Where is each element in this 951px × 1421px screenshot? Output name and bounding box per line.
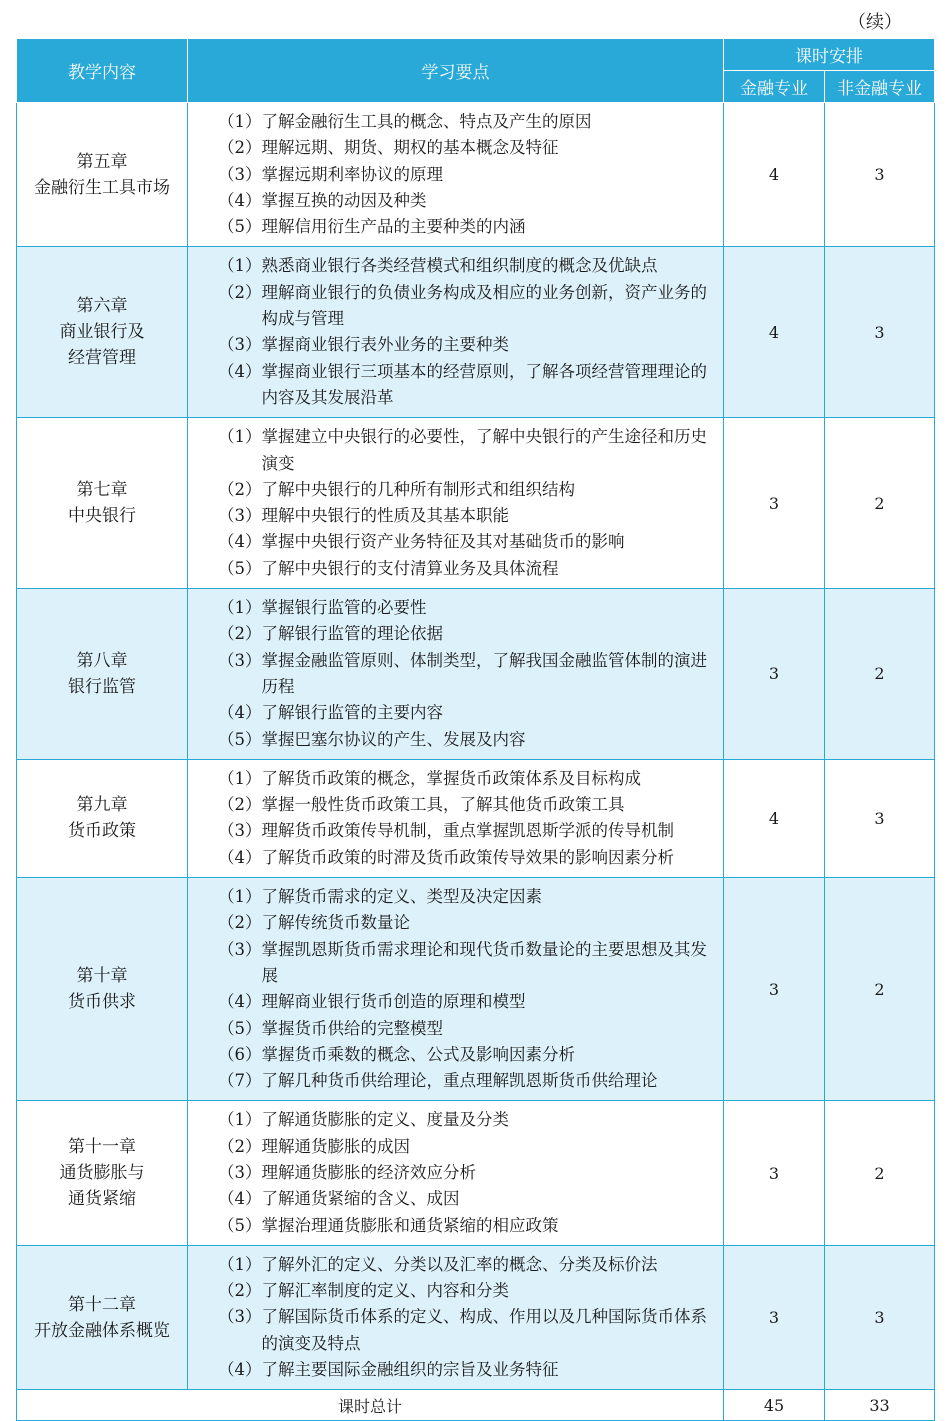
point-index: （5） — [218, 1215, 262, 1235]
point-index: （1） — [218, 427, 262, 447]
chapter-line: 通货膨胀与 — [59, 1163, 145, 1184]
point-index: （3） — [218, 506, 262, 526]
finance-hours: 4 — [724, 759, 825, 877]
nonfinance-hours: 3 — [825, 247, 935, 418]
chapter-line: 经营管理 — [68, 348, 136, 369]
continued-label: （续） — [848, 12, 902, 33]
chapter-cell — [17, 589, 188, 760]
learning-point — [218, 135, 713, 161]
point-text: 了解汇率制度的定义、内容和分类 — [261, 1281, 509, 1301]
learning-point — [218, 1068, 713, 1094]
point-text: 掌握远期利率协议的原理 — [261, 164, 443, 184]
nonfinance-hours: 3 — [825, 1245, 935, 1389]
table-row — [17, 103, 935, 247]
table-row — [17, 1101, 935, 1245]
point-text: 掌握一般性货币政策工具，了解其他货币政策工具 — [261, 795, 625, 815]
nonfinance-hours: 3 — [825, 759, 935, 877]
table-row — [17, 247, 935, 418]
learning-point — [218, 162, 713, 188]
point-index: （1） — [218, 1254, 262, 1274]
chapter-line: 第十一章 — [68, 1137, 136, 1158]
chapter-line: 通货紧缩 — [68, 1189, 136, 1210]
point-text: 理解货币政策传导机制，重点掌握凯恩斯学派的传导机制 — [261, 821, 674, 841]
chapter-line: 中央银行 — [68, 506, 136, 527]
point-index: （1） — [218, 887, 262, 907]
point-index: （3） — [218, 821, 262, 841]
points-cell — [188, 878, 724, 1101]
point-index: （2） — [218, 1136, 262, 1156]
total-nonfinance: 33 — [825, 1390, 935, 1421]
learning-point — [218, 556, 713, 582]
learning-point — [218, 884, 713, 910]
learning-point — [218, 359, 713, 412]
point-index: （3） — [218, 1162, 262, 1182]
chapter-line: 金融衍生工具市场 — [34, 177, 170, 198]
point-index: （3） — [218, 164, 262, 184]
point-index: （1） — [218, 112, 262, 131]
finance-hours: 3 — [724, 878, 825, 1101]
learning-point — [218, 1107, 713, 1133]
point-index: （5） — [218, 1018, 262, 1038]
header-nonfinance: 非金融专业 — [825, 71, 935, 103]
point-index: （4） — [218, 847, 262, 867]
points-cell — [188, 1101, 724, 1245]
total-row — [17, 1390, 935, 1421]
point-text: 了解银行监管的主要内容 — [261, 703, 443, 723]
point-index: （1） — [218, 598, 262, 618]
point-text: 了解传统货币数量论 — [261, 913, 410, 933]
learning-point — [218, 766, 713, 792]
point-index: （2） — [218, 795, 262, 815]
chapter-cell — [17, 103, 188, 247]
learning-point — [218, 424, 713, 477]
point-text: 了解货币政策的概念，掌握货币政策体系及目标构成 — [261, 768, 641, 788]
point-index: （4） — [218, 532, 262, 552]
learning-point — [218, 1134, 713, 1160]
point-index: （4） — [218, 1189, 262, 1209]
point-text: 了解金融衍生工具的概念、特点及产生的原因 — [261, 112, 592, 131]
point-index: （2） — [218, 1281, 262, 1301]
point-index: （1） — [218, 256, 262, 276]
point-index: （3） — [218, 335, 262, 355]
learning-point — [218, 937, 713, 990]
learning-point — [218, 792, 713, 818]
point-index: （2） — [218, 138, 262, 158]
points-cell — [188, 759, 724, 877]
learning-point — [218, 529, 713, 555]
total-label: 课时总计 — [17, 1390, 724, 1421]
point-text: 了解国际货币体系的定义、构成、作用以及几种国际货币体系的演变及特点 — [261, 1307, 707, 1353]
finance-hours: 3 — [724, 1245, 825, 1389]
point-text: 理解中央银行的性质及其基本职能 — [261, 506, 509, 526]
point-text: 理解信用衍生产品的主要种类的内涵 — [261, 217, 526, 237]
learning-point — [218, 1213, 713, 1239]
learning-point — [218, 621, 713, 647]
point-text: 了解通货膨胀的定义、度量及分类 — [261, 1110, 509, 1130]
finance-hours: 4 — [724, 247, 825, 418]
table-row — [17, 759, 935, 877]
point-text: 理解通货膨胀的经济效应分析 — [261, 1162, 476, 1182]
learning-point — [218, 1304, 713, 1357]
learning-point — [218, 332, 713, 358]
table-row — [17, 878, 935, 1101]
point-index: （4） — [218, 190, 262, 210]
chapter-cell — [17, 759, 188, 877]
point-index: （4） — [218, 361, 262, 381]
finance-hours: 3 — [724, 418, 825, 589]
learning-point — [218, 188, 713, 214]
learning-point — [218, 845, 713, 871]
learning-point — [218, 910, 713, 936]
point-index: （3） — [218, 1307, 262, 1327]
chapter-line: 第九章 — [76, 795, 128, 816]
point-index: （5） — [218, 217, 262, 237]
points-cell — [188, 418, 724, 589]
point-text: 了解主要国际金融组织的宗旨及业务特征 — [261, 1360, 559, 1380]
chapter-line: 银行监管 — [68, 676, 136, 697]
point-text: 了解几种货币供给理论，重点理解凯恩斯货币供给理论 — [261, 1071, 658, 1091]
point-text: 了解中央银行的几种所有制形式和组织结构 — [261, 479, 575, 499]
chapter-cell — [17, 878, 188, 1101]
points-cell — [188, 103, 724, 247]
point-index: （4） — [218, 1360, 262, 1380]
learning-point — [218, 989, 713, 1015]
point-text: 掌握中央银行资产业务特征及其对基础货币的影响 — [261, 532, 625, 552]
nonfinance-hours: 2 — [825, 1101, 935, 1245]
point-text: 理解通货膨胀的成因 — [261, 1136, 410, 1156]
learning-point — [218, 1186, 713, 1212]
point-text: 掌握货币乘数的概念、公式及影响因素分析 — [261, 1044, 575, 1064]
learning-point — [218, 503, 713, 529]
chapter-cell — [17, 1101, 188, 1245]
point-index: （1） — [218, 768, 262, 788]
chapter-cell — [17, 1245, 188, 1389]
chapter-line: 货币供求 — [68, 992, 136, 1013]
chapter-cell — [17, 418, 188, 589]
nonfinance-hours: 2 — [825, 878, 935, 1101]
point-text: 理解商业银行的负债业务构成及相应的业务创新，资产业务的构成与管理 — [261, 282, 707, 329]
learning-point — [218, 214, 713, 240]
syllabus-table — [16, 38, 935, 1421]
learning-point — [218, 1278, 713, 1304]
point-text: 了解通货紧缩的含义、成因 — [261, 1189, 460, 1209]
header-hours: 课时安排 — [724, 39, 935, 71]
table-row — [17, 1245, 935, 1389]
learning-point — [218, 1357, 713, 1383]
header-points: 学习要点 — [188, 39, 724, 103]
point-text: 掌握建立中央银行的必要性，了解中央银行的产生途径和历史演变 — [261, 427, 707, 473]
point-text: 掌握治理通货膨胀和通货紧缩的相应政策 — [261, 1215, 559, 1235]
learning-point — [218, 109, 713, 135]
total-finance: 45 — [724, 1390, 825, 1421]
point-text: 掌握商业银行三项基本的经营原则，了解各项经营管理理论的内容及其发展沿革 — [261, 361, 707, 407]
point-index: （2） — [218, 282, 262, 302]
point-text: 掌握巴塞尔协议的产生、发展及内容 — [261, 729, 526, 749]
point-text: 了解外汇的定义、分类以及汇率的概念、分类及标价法 — [261, 1254, 658, 1274]
nonfinance-hours: 2 — [825, 589, 935, 760]
learning-point — [218, 595, 713, 621]
finance-hours: 4 — [724, 103, 825, 247]
learning-point — [218, 1252, 713, 1278]
chapter-cell — [17, 247, 188, 418]
point-text: 掌握互换的动因及种类 — [261, 190, 427, 210]
point-index: （5） — [218, 558, 262, 578]
point-index: （2） — [218, 624, 262, 644]
learning-point — [218, 727, 713, 753]
point-index: （4） — [218, 992, 262, 1012]
point-text: 掌握商业银行表外业务的主要种类 — [261, 335, 509, 355]
point-index: （5） — [218, 729, 262, 749]
point-text: 熟悉商业银行各类经营模式和组织制度的概念及优缺点 — [261, 256, 658, 276]
nonfinance-hours: 2 — [825, 418, 935, 589]
finance-hours: 3 — [724, 1101, 825, 1245]
learning-point — [218, 700, 713, 726]
chapter-line: 商业银行及 — [59, 322, 145, 343]
header-finance: 金融专业 — [724, 71, 825, 103]
learning-point — [218, 818, 713, 844]
header-content: 教学内容 — [17, 39, 188, 103]
nonfinance-hours: 3 — [825, 103, 935, 247]
point-text: 掌握金融监管原则、体制类型，了解我国金融监管体制的演进历程 — [261, 650, 707, 696]
point-text: 掌握凯恩斯货币需求理论和现代货币数量论的主要思想及其发展 — [261, 939, 707, 985]
chapter-line: 第八章 — [76, 650, 128, 671]
learning-point — [218, 1016, 713, 1042]
points-cell — [188, 589, 724, 760]
point-text: 理解远期、期货、期权的基本概念及特征 — [261, 138, 559, 158]
point-text: 了解中央银行的支付清算业务及具体流程 — [261, 558, 559, 578]
point-index: （3） — [218, 939, 262, 959]
table-row — [17, 418, 935, 589]
point-index: （6） — [218, 1044, 262, 1064]
point-text: 理解商业银行货币创造的原理和模型 — [261, 992, 526, 1012]
learning-point — [218, 280, 713, 333]
point-index: （4） — [218, 703, 262, 723]
table-row — [17, 589, 935, 760]
point-index: （1） — [218, 1110, 262, 1130]
learning-point — [218, 648, 713, 701]
point-index: （3） — [218, 650, 262, 670]
points-cell — [188, 1245, 724, 1389]
point-index: （2） — [218, 479, 262, 499]
learning-point — [218, 1160, 713, 1186]
finance-hours: 3 — [724, 589, 825, 760]
point-text: 掌握银行监管的必要性 — [261, 598, 427, 618]
point-text: 掌握货币供给的完整模型 — [261, 1018, 443, 1038]
learning-point — [218, 253, 713, 279]
chapter-line: 第七章 — [76, 480, 128, 501]
chapter-line: 开放金融体系概览 — [34, 1320, 170, 1341]
point-text: 了解货币需求的定义、类型及决定因素 — [261, 887, 542, 907]
chapter-line: 第六章 — [76, 296, 128, 317]
point-text: 了解银行监管的理论依据 — [261, 624, 443, 644]
learning-point — [218, 1042, 713, 1068]
points-cell — [188, 247, 724, 418]
chapter-line: 第十二章 — [68, 1294, 136, 1315]
point-index: （7） — [218, 1071, 262, 1091]
chapter-line: 第五章 — [76, 151, 128, 172]
point-index: （2） — [218, 913, 262, 933]
chapter-line: 第十章 — [76, 966, 128, 987]
chapter-line: 货币政策 — [68, 821, 136, 842]
point-text: 了解货币政策的时滞及货币政策传导效果的影响因素分析 — [261, 847, 674, 867]
learning-point — [218, 477, 713, 503]
